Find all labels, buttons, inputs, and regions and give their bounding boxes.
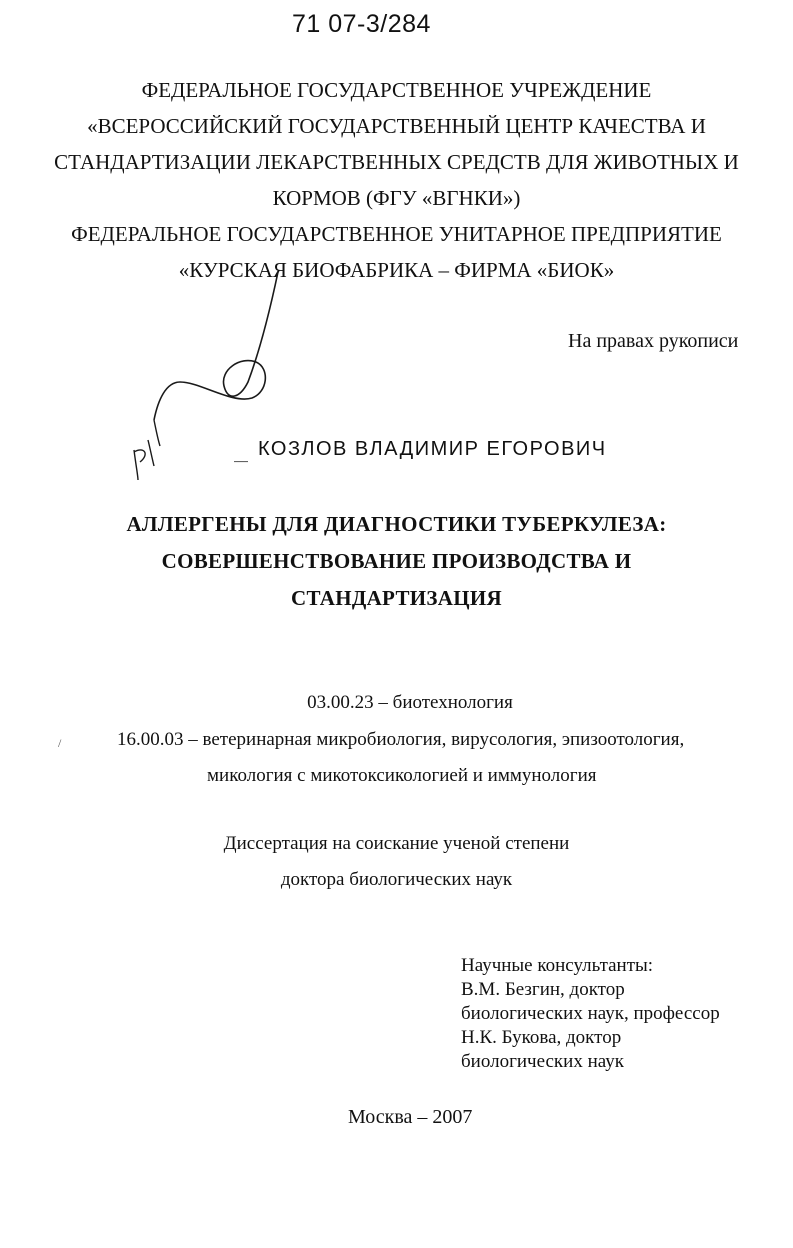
title-line: СОВЕРШЕНСТВОВАНИЕ ПРОИЗВОДСТВА И [161,549,632,573]
consultant-line: биологических наук, профессор [461,1003,720,1024]
scientific-consultants [461,954,720,1074]
manuscript-note: На правах рукописи [568,330,739,352]
org-line: «ВСЕРОССИЙСКИЙ ГОСУДАРСТВЕННЫЙ ЦЕНТР КАЧЕСТВА И [87,114,706,138]
organization-header [0,72,793,288]
archive-number: 71 07-3/284 [292,10,431,38]
author-name: КОЗЛОВ ВЛАДИМИР ЕГОРОВИЧ [258,438,607,460]
org-line: ФЕДЕРАЛЬНОЕ ГОСУДАРСТВЕННОЕ УНИТАРНОЕ ПРЕДПРИЯТИЕ [71,222,722,246]
handwritten-signature [120,270,290,500]
degree-line: Диссертация на соискание ученой степени [223,833,570,854]
org-line: «КУРСКАЯ БИОФАБРИКА – ФИРМА «БИОК» [178,258,615,282]
org-line: СТАНДАРТИЗАЦИИ ЛЕКАРСТВЕННЫХ СРЕДСТВ ДЛЯ ЖИВОТНЫХ И [54,150,739,174]
degree-line: доктора биологических наук [280,869,513,890]
degree-statement [0,826,793,898]
consultants-heading: Научные консультанты: [461,955,654,976]
signature-stroke [154,272,278,420]
title-line: АЛЛЕРГЕНЫ ДЛЯ ДИАГНОСТИКИ ТУБЕРКУЛЕЗА: [126,512,667,536]
specialty-veterinary-continued: микология с микотоксикологией и иммунология [207,765,597,786]
specialty-biotechnology: 03.00.23 – биотехнология [307,692,513,713]
consultant-line: В.М. Безгин, доктор [461,979,625,1000]
org-line: КОРМОВ (ФГУ «ВГНКИ») [272,186,521,210]
consultant-line: Н.К. Букова, доктор [461,1027,622,1048]
author-dash-mark: ⸏ [234,449,248,464]
org-line: ФЕДЕРАЛЬНОЕ ГОСУДАРСТВЕННОЕ УЧРЕЖДЕНИЕ [141,78,652,102]
margin-mark: / [58,736,62,750]
dissertation-title [0,506,793,617]
city-year: Москва – 2007 [348,1106,473,1128]
signature-initials [134,420,160,480]
consultant-line: биологических наук [461,1051,624,1072]
title-line: СТАНДАРТИЗАЦИЯ [291,586,502,610]
specialty-veterinary: 16.00.03 – ветеринарная микробиология, вирусология, эпизоотология, [117,729,685,750]
